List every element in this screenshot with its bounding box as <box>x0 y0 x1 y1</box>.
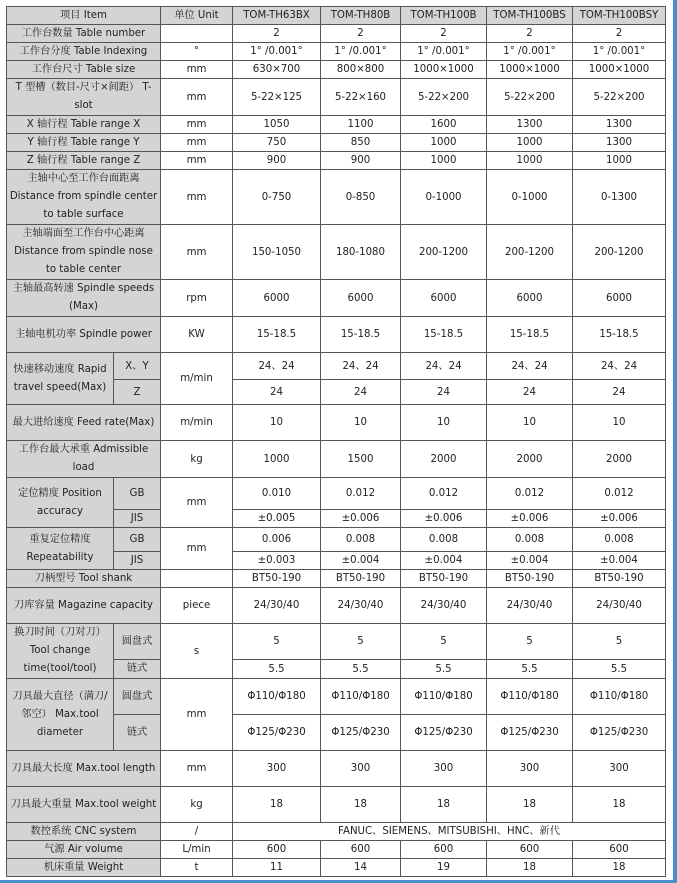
model-value-3: 1° /0.001° <box>401 43 487 61</box>
row-label-repeatability: 重复定位精度 Repeatability <box>7 528 114 570</box>
model-value-4: 5.5 <box>487 660 573 679</box>
row-spindle_speed <box>7 280 666 317</box>
model-value-1: 630×700 <box>233 61 321 79</box>
row-label-rapid_travel: 快速移动速度 Rapid travel speed(Max) <box>7 353 114 405</box>
sub-label-repeatability-1: JIS <box>114 552 161 570</box>
model-value-1: ±0.005 <box>233 510 321 528</box>
model-value-1: 6000 <box>233 280 321 317</box>
row-feed_rate <box>7 405 666 441</box>
row-spindle_nose <box>7 225 666 280</box>
unit-spindle_power: KW <box>161 317 233 353</box>
row-repeatability-0 <box>7 528 666 552</box>
unit-cnc_system: / <box>161 823 233 841</box>
model-value-2: 2 <box>321 25 401 43</box>
model-value-2: 300 <box>321 751 401 787</box>
model-value-4: 0-1000 <box>487 170 573 225</box>
model-value-4: 300 <box>487 751 573 787</box>
model-value-1: 0.010 <box>233 478 321 510</box>
model-header-2: TOM-TH80B <box>321 7 401 25</box>
model-value-5: 24/30/40 <box>573 588 666 624</box>
model-value-1: 150-1050 <box>233 225 321 280</box>
model-value-5: 18 <box>573 859 666 877</box>
model-value-1: 1000 <box>233 441 321 478</box>
model-value-5: 0.008 <box>573 528 666 552</box>
model-value-2: ±0.006 <box>321 510 401 528</box>
row-table_indexing <box>7 43 666 61</box>
model-value-3: 300 <box>401 751 487 787</box>
row-tool_shank <box>7 570 666 588</box>
model-value-4: 24 <box>487 380 573 405</box>
model-value-3: 1000 <box>401 152 487 170</box>
model-value-2: 14 <box>321 859 401 877</box>
unit-x_range: mm <box>161 116 233 134</box>
row-label-table_size: 工作台尺寸 Table size <box>7 61 161 79</box>
model-header-5: TOM-TH100BSY <box>573 7 666 25</box>
sub-label-tool_diameter-0: 圆盘式 <box>114 679 161 715</box>
row-cnc_system <box>7 823 666 841</box>
model-value-1: 18 <box>233 787 321 823</box>
row-label-x_range: X 轴行程 Table range X <box>7 116 161 134</box>
unit-spindle_nose: mm <box>161 225 233 280</box>
row-label-spindle_speed: 主轴最高转速 Spindle speeds (Max) <box>7 280 161 317</box>
unit-rapid_travel: m/min <box>161 353 233 405</box>
row-label-tool_shank: 刀柄型号 Tool shank <box>7 570 161 588</box>
model-value-1: 11 <box>233 859 321 877</box>
model-value-3: 5.5 <box>401 660 487 679</box>
model-value-1: 24 <box>233 380 321 405</box>
row-label-tool_weight: 刀具最大重量 Max.tool weight <box>7 787 161 823</box>
unit-tool_diameter: mm <box>161 679 233 751</box>
model-value-3: 0.012 <box>401 478 487 510</box>
model-value-1: Φ110/Φ180 <box>233 679 321 715</box>
model-value-5: ±0.006 <box>573 510 666 528</box>
model-value-5: 24、24 <box>573 353 666 380</box>
model-value-2: 24、24 <box>321 353 401 380</box>
unit-spindle_speed: rpm <box>161 280 233 317</box>
header-row <box>7 7 666 25</box>
item-header: 项目 Item <box>7 7 161 25</box>
sub-label-position_accuracy-1: JIS <box>114 510 161 528</box>
model-value-4: 15-18.5 <box>487 317 573 353</box>
model-value-2: 5 <box>321 624 401 660</box>
row-label-spindle_center: 主轴中心至工作台面距离 Distance from spindle center to table surface <box>7 170 161 225</box>
model-value-3: Φ125/Φ230 <box>401 715 487 751</box>
model-value-1: 15-18.5 <box>233 317 321 353</box>
model-value-2: 900 <box>321 152 401 170</box>
model-value-5: 24 <box>573 380 666 405</box>
row-label-spindle_nose: 主轴端面至工作台中心距离 Distance from spindle nose to table center <box>7 225 161 280</box>
row-magazine <box>7 588 666 624</box>
unit-tool_shank <box>161 570 233 588</box>
model-value-2: 24 <box>321 380 401 405</box>
sub-label-tool_change-0: 圆盘式 <box>114 624 161 660</box>
row-tool_change-0 <box>7 624 666 660</box>
row-table_number <box>7 25 666 43</box>
row-label-tool_change: 换刀时间（刀对刀） Tool change time(tool/tool) <box>7 624 114 679</box>
model-value-2: 5.5 <box>321 660 401 679</box>
unit-admissible_load: kg <box>161 441 233 478</box>
model-value-3: 1000 <box>401 134 487 152</box>
model-value-5: BT50-190 <box>573 570 666 588</box>
model-value-3: 600 <box>401 841 487 859</box>
model-value-5: 200-1200 <box>573 225 666 280</box>
unit-magazine: piece <box>161 588 233 624</box>
row-label-z_range: Z 轴行程 Table range Z <box>7 152 161 170</box>
model-value-4: 10 <box>487 405 573 441</box>
right-accent-bar <box>673 0 677 883</box>
model-value-3: 15-18.5 <box>401 317 487 353</box>
model-value-2: 1500 <box>321 441 401 478</box>
unit-table_size: mm <box>161 61 233 79</box>
model-value-5: 5 <box>573 624 666 660</box>
model-value-5: 15-18.5 <box>573 317 666 353</box>
model-value-2: 0-850 <box>321 170 401 225</box>
unit-tool_change: s <box>161 624 233 679</box>
model-value-3: BT50-190 <box>401 570 487 588</box>
model-value-4: ±0.006 <box>487 510 573 528</box>
model-value-1: 0-750 <box>233 170 321 225</box>
row-label-tool_diameter: 刀具最大直径（满刀/邻空） Max.tool diameter <box>7 679 114 751</box>
unit-position_accuracy: mm <box>161 478 233 528</box>
model-value-1: 0.006 <box>233 528 321 552</box>
unit-header: 单位 Unit <box>161 7 233 25</box>
model-value-3: 2 <box>401 25 487 43</box>
model-value-2: Φ125/Φ230 <box>321 715 401 751</box>
model-value-5: 1000 <box>573 152 666 170</box>
model-value-1: 2 <box>233 25 321 43</box>
model-value-3: 200-1200 <box>401 225 487 280</box>
model-value-1: 5.5 <box>233 660 321 679</box>
model-value-3: 18 <box>401 787 487 823</box>
model-value-5: ±0.004 <box>573 552 666 570</box>
model-value-2: 0.008 <box>321 528 401 552</box>
model-value-4: 24/30/40 <box>487 588 573 624</box>
row-spindle_power <box>7 317 666 353</box>
row-label-table_indexing: 工作台分度 Table Indexing <box>7 43 161 61</box>
model-header-3: TOM-TH100B <box>401 7 487 25</box>
unit-t_slot: mm <box>161 79 233 116</box>
model-value-4: 2 <box>487 25 573 43</box>
unit-table_indexing: ° <box>161 43 233 61</box>
model-value-5: 1300 <box>573 134 666 152</box>
model-value-1: 750 <box>233 134 321 152</box>
model-value-4: BT50-190 <box>487 570 573 588</box>
row-label-admissible_load: 工作台最大承重 Admissible load <box>7 441 161 478</box>
model-value-2: 18 <box>321 787 401 823</box>
model-value-2: BT50-190 <box>321 570 401 588</box>
unit-feed_rate: m/min <box>161 405 233 441</box>
model-value-3: 19 <box>401 859 487 877</box>
row-table_size <box>7 61 666 79</box>
row-label-cnc_system: 数控系统 CNC system <box>7 823 161 841</box>
model-value-1: 10 <box>233 405 321 441</box>
row-label-magazine: 刀库容量 Magazine capacity <box>7 588 161 624</box>
unit-repeatability: mm <box>161 528 233 570</box>
row-label-feed_rate: 最大进给速度 Feed rate(Max) <box>7 405 161 441</box>
model-header-1: TOM-TH63BX <box>233 7 321 25</box>
row-tool_length <box>7 751 666 787</box>
model-value-5: 2 <box>573 25 666 43</box>
model-value-1: Φ125/Φ230 <box>233 715 321 751</box>
sub-label-tool_change-1: 链式 <box>114 660 161 679</box>
model-value-2: 24/30/40 <box>321 588 401 624</box>
model-value-4: 200-1200 <box>487 225 573 280</box>
unit-y_range: mm <box>161 134 233 152</box>
model-value-3: 1000×1000 <box>401 61 487 79</box>
model-value-5: 6000 <box>573 280 666 317</box>
model-value-5: 1° /0.001° <box>573 43 666 61</box>
model-value-4: 0.012 <box>487 478 573 510</box>
model-value-5: 300 <box>573 751 666 787</box>
sub-label-position_accuracy-0: GB <box>114 478 161 510</box>
model-value-5: 18 <box>573 787 666 823</box>
row-admissible_load <box>7 441 666 478</box>
row-label-air_volume: 气源 Air volume <box>7 841 161 859</box>
model-value-4: 5 <box>487 624 573 660</box>
model-value-3: ±0.004 <box>401 552 487 570</box>
row-t_slot <box>7 79 666 116</box>
model-value-5: 0.012 <box>573 478 666 510</box>
model-value-3: 0-1000 <box>401 170 487 225</box>
model-value-4: 18 <box>487 787 573 823</box>
model-value-2: 850 <box>321 134 401 152</box>
model-value-4: 24、24 <box>487 353 573 380</box>
model-value-4: 1000 <box>487 134 573 152</box>
model-value-4: 18 <box>487 859 573 877</box>
model-value-1: 300 <box>233 751 321 787</box>
model-value-3: 2000 <box>401 441 487 478</box>
model-value-5: 0-1300 <box>573 170 666 225</box>
unit-tool_length: mm <box>161 751 233 787</box>
model-value-5: 2000 <box>573 441 666 478</box>
model-value-5: 1000×1000 <box>573 61 666 79</box>
model-value-1: 900 <box>233 152 321 170</box>
model-value-5: Φ125/Φ230 <box>573 715 666 751</box>
model-value-4: 0.008 <box>487 528 573 552</box>
model-value-3: ±0.006 <box>401 510 487 528</box>
model-value-2: 6000 <box>321 280 401 317</box>
row-label-tool_length: 刀具最大长度 Max.tool length <box>7 751 161 787</box>
row-x_range <box>7 116 666 134</box>
model-value-5: 5.5 <box>573 660 666 679</box>
model-value-4: Φ110/Φ180 <box>487 679 573 715</box>
model-value-3: 24/30/40 <box>401 588 487 624</box>
row-label-weight: 机床重量 Weight <box>7 859 161 877</box>
model-value-3: 10 <box>401 405 487 441</box>
row-label-t_slot: T 型槽（数目-尺寸×间距） T-slot <box>7 79 161 116</box>
model-value-2: 1100 <box>321 116 401 134</box>
row-label-spindle_power: 主轴电机功率 Spindle power <box>7 317 161 353</box>
model-value-4: 1000 <box>487 152 573 170</box>
model-value-2: 15-18.5 <box>321 317 401 353</box>
model-value-1: 24/30/40 <box>233 588 321 624</box>
model-value-2: 0.012 <box>321 478 401 510</box>
model-value-4: 1° /0.001° <box>487 43 573 61</box>
sub-label-rapid_travel-1: Z <box>114 380 161 405</box>
model-value-3: 6000 <box>401 280 487 317</box>
row-position_accuracy-0 <box>7 478 666 510</box>
model-value-4: 2000 <box>487 441 573 478</box>
model-value-2: 800×800 <box>321 61 401 79</box>
unit-air_volume: L/min <box>161 841 233 859</box>
model-value-4: 5-22×200 <box>487 79 573 116</box>
model-value-5: 600 <box>573 841 666 859</box>
model-value-2: Φ110/Φ180 <box>321 679 401 715</box>
model-value-3: 0.008 <box>401 528 487 552</box>
model-value-5: 1300 <box>573 116 666 134</box>
sub-label-rapid_travel-0: X、Y <box>114 353 161 380</box>
model-value-4: Φ125/Φ230 <box>487 715 573 751</box>
model-value-2: ±0.004 <box>321 552 401 570</box>
model-value-4: 6000 <box>487 280 573 317</box>
row-tool_diameter-0 <box>7 679 666 715</box>
model-value-1: BT50-190 <box>233 570 321 588</box>
model-value-5: Φ110/Φ180 <box>573 679 666 715</box>
model-value-1: 1° /0.001° <box>233 43 321 61</box>
model-value-4: 1000×1000 <box>487 61 573 79</box>
row-label-table_number: 工作台数量 Table number <box>7 25 161 43</box>
model-value-2: 10 <box>321 405 401 441</box>
row-label-position_accuracy: 定位精度 Position accuracy <box>7 478 114 528</box>
model-value-1: 24、24 <box>233 353 321 380</box>
model-value-1: 5 <box>233 624 321 660</box>
row-weight <box>7 859 666 877</box>
row-label-y_range: Y 轴行程 Table range Y <box>7 134 161 152</box>
model-value-3: 5 <box>401 624 487 660</box>
model-value-3: 1600 <box>401 116 487 134</box>
model-value-3: Φ110/Φ180 <box>401 679 487 715</box>
row-z_range <box>7 152 666 170</box>
model-value-3: 24 <box>401 380 487 405</box>
unit-tool_weight: kg <box>161 787 233 823</box>
row-air_volume <box>7 841 666 859</box>
row-tool_weight <box>7 787 666 823</box>
model-value-2: 5-22×160 <box>321 79 401 116</box>
row-spindle_center <box>7 170 666 225</box>
model-value-2: 180-1080 <box>321 225 401 280</box>
unit-table_number <box>161 25 233 43</box>
row-y_range <box>7 134 666 152</box>
unit-spindle_center: mm <box>161 170 233 225</box>
specification-table <box>6 6 666 877</box>
model-value-2: 600 <box>321 841 401 859</box>
model-value-2: 1° /0.001° <box>321 43 401 61</box>
model-value-1: ±0.003 <box>233 552 321 570</box>
sub-label-tool_diameter-1: 链式 <box>114 715 161 751</box>
model-value-5: 10 <box>573 405 666 441</box>
model-value-3: 24、24 <box>401 353 487 380</box>
model-value-1: 5-22×125 <box>233 79 321 116</box>
unit-weight: t <box>161 859 233 877</box>
model-value-4: 600 <box>487 841 573 859</box>
cnc-system-value: FANUC、SIEMENS、MITSUBISHI、HNC、新代 <box>233 823 666 841</box>
model-value-3: 5-22×200 <box>401 79 487 116</box>
model-value-5: 5-22×200 <box>573 79 666 116</box>
row-rapid_travel-0 <box>7 353 666 380</box>
model-value-1: 600 <box>233 841 321 859</box>
model-value-4: 1300 <box>487 116 573 134</box>
model-value-4: ±0.004 <box>487 552 573 570</box>
model-value-1: 1050 <box>233 116 321 134</box>
unit-z_range: mm <box>161 152 233 170</box>
sub-label-repeatability-0: GB <box>114 528 161 552</box>
model-header-4: TOM-TH100BS <box>487 7 573 25</box>
